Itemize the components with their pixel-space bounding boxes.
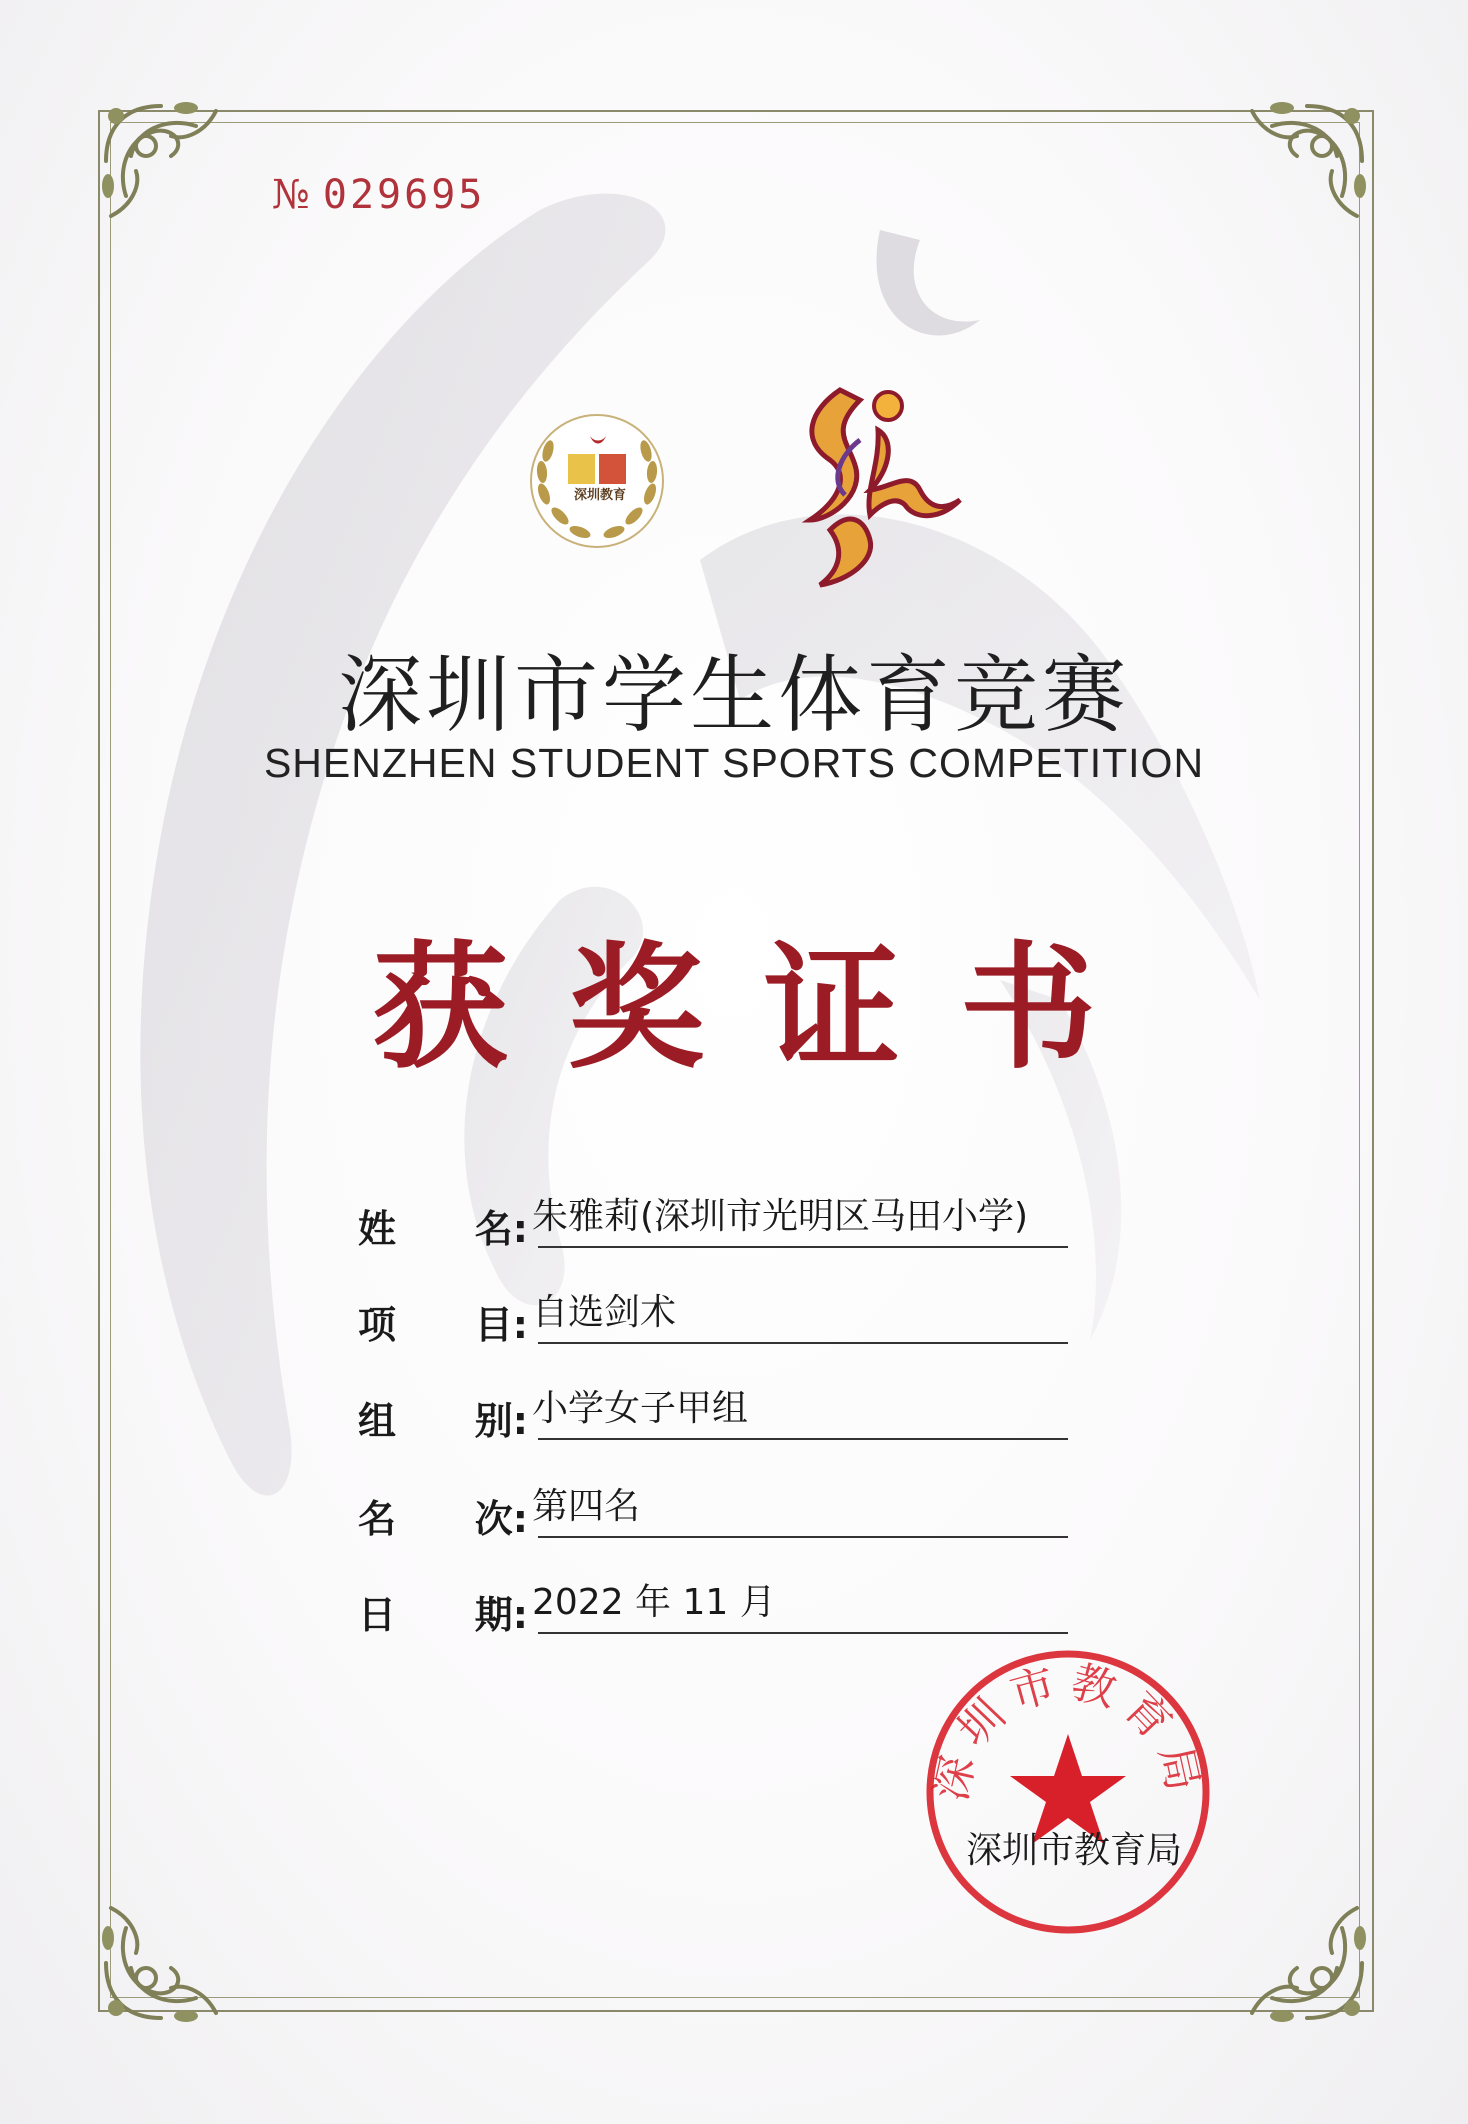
field-underline <box>538 1536 1068 1538</box>
field-label-char: 组 <box>358 1399 397 1443</box>
corner-ornament-icon <box>1232 1888 1382 2038</box>
serial-prefix: № <box>272 172 313 218</box>
competition-title-cn: 深圳市学生体育竞赛 <box>337 646 1130 744</box>
field-label-char: 名 <box>358 1497 397 1541</box>
field-label <box>358 1294 528 1349</box>
field-label-char: 日 <box>358 1593 397 1637</box>
certificate-title: 获奖证书 <box>372 928 1156 1088</box>
field-label-char: 次: <box>474 1497 528 1541</box>
field-label-char: 别: <box>474 1399 528 1443</box>
official-seal-icon <box>918 1642 1218 1942</box>
field-value: 第四名 <box>532 1486 641 1527</box>
field-label-char: 姓 <box>358 1207 397 1251</box>
serial-value: 029695 <box>322 172 486 218</box>
corner-ornament-icon <box>86 86 236 236</box>
field-underline <box>538 1342 1068 1344</box>
issuer-name: 深圳市教育局 <box>965 1830 1182 1871</box>
field-label <box>358 1488 528 1543</box>
field-label-char: 期: <box>474 1593 528 1637</box>
field-label <box>358 1390 528 1445</box>
field-underline <box>538 1438 1068 1440</box>
field-value: 小学女子甲组 <box>532 1388 749 1429</box>
shenzhen-education-logo-icon <box>522 406 672 556</box>
field-label <box>358 1584 528 1639</box>
field-label-char: 目: <box>474 1303 528 1347</box>
field-label <box>358 1198 528 1253</box>
svg-text:深圳市教育局: 深圳市教育局 <box>925 1656 1211 1806</box>
field-value: 自选剑术 <box>532 1292 677 1333</box>
education-logo-text: 深圳教育 <box>573 488 626 503</box>
field-value: 2022 年 11 月 <box>532 1582 776 1623</box>
field-value: 朱雅莉(深圳市光明区马田小学) <box>532 1196 1029 1237</box>
field-underline <box>538 1246 1068 1248</box>
corner-ornament-icon <box>1232 86 1382 236</box>
serial-number <box>272 172 485 218</box>
competition-title-en: SHENZHEN STUDENT SPORTS COMPETITION <box>263 740 1205 786</box>
corner-ornament-icon <box>86 1888 236 2038</box>
sports-runner-logo-icon <box>770 370 970 590</box>
field-label-char: 项 <box>358 1303 397 1347</box>
field-label-char: 名: <box>474 1207 528 1251</box>
field-underline <box>538 1632 1068 1634</box>
